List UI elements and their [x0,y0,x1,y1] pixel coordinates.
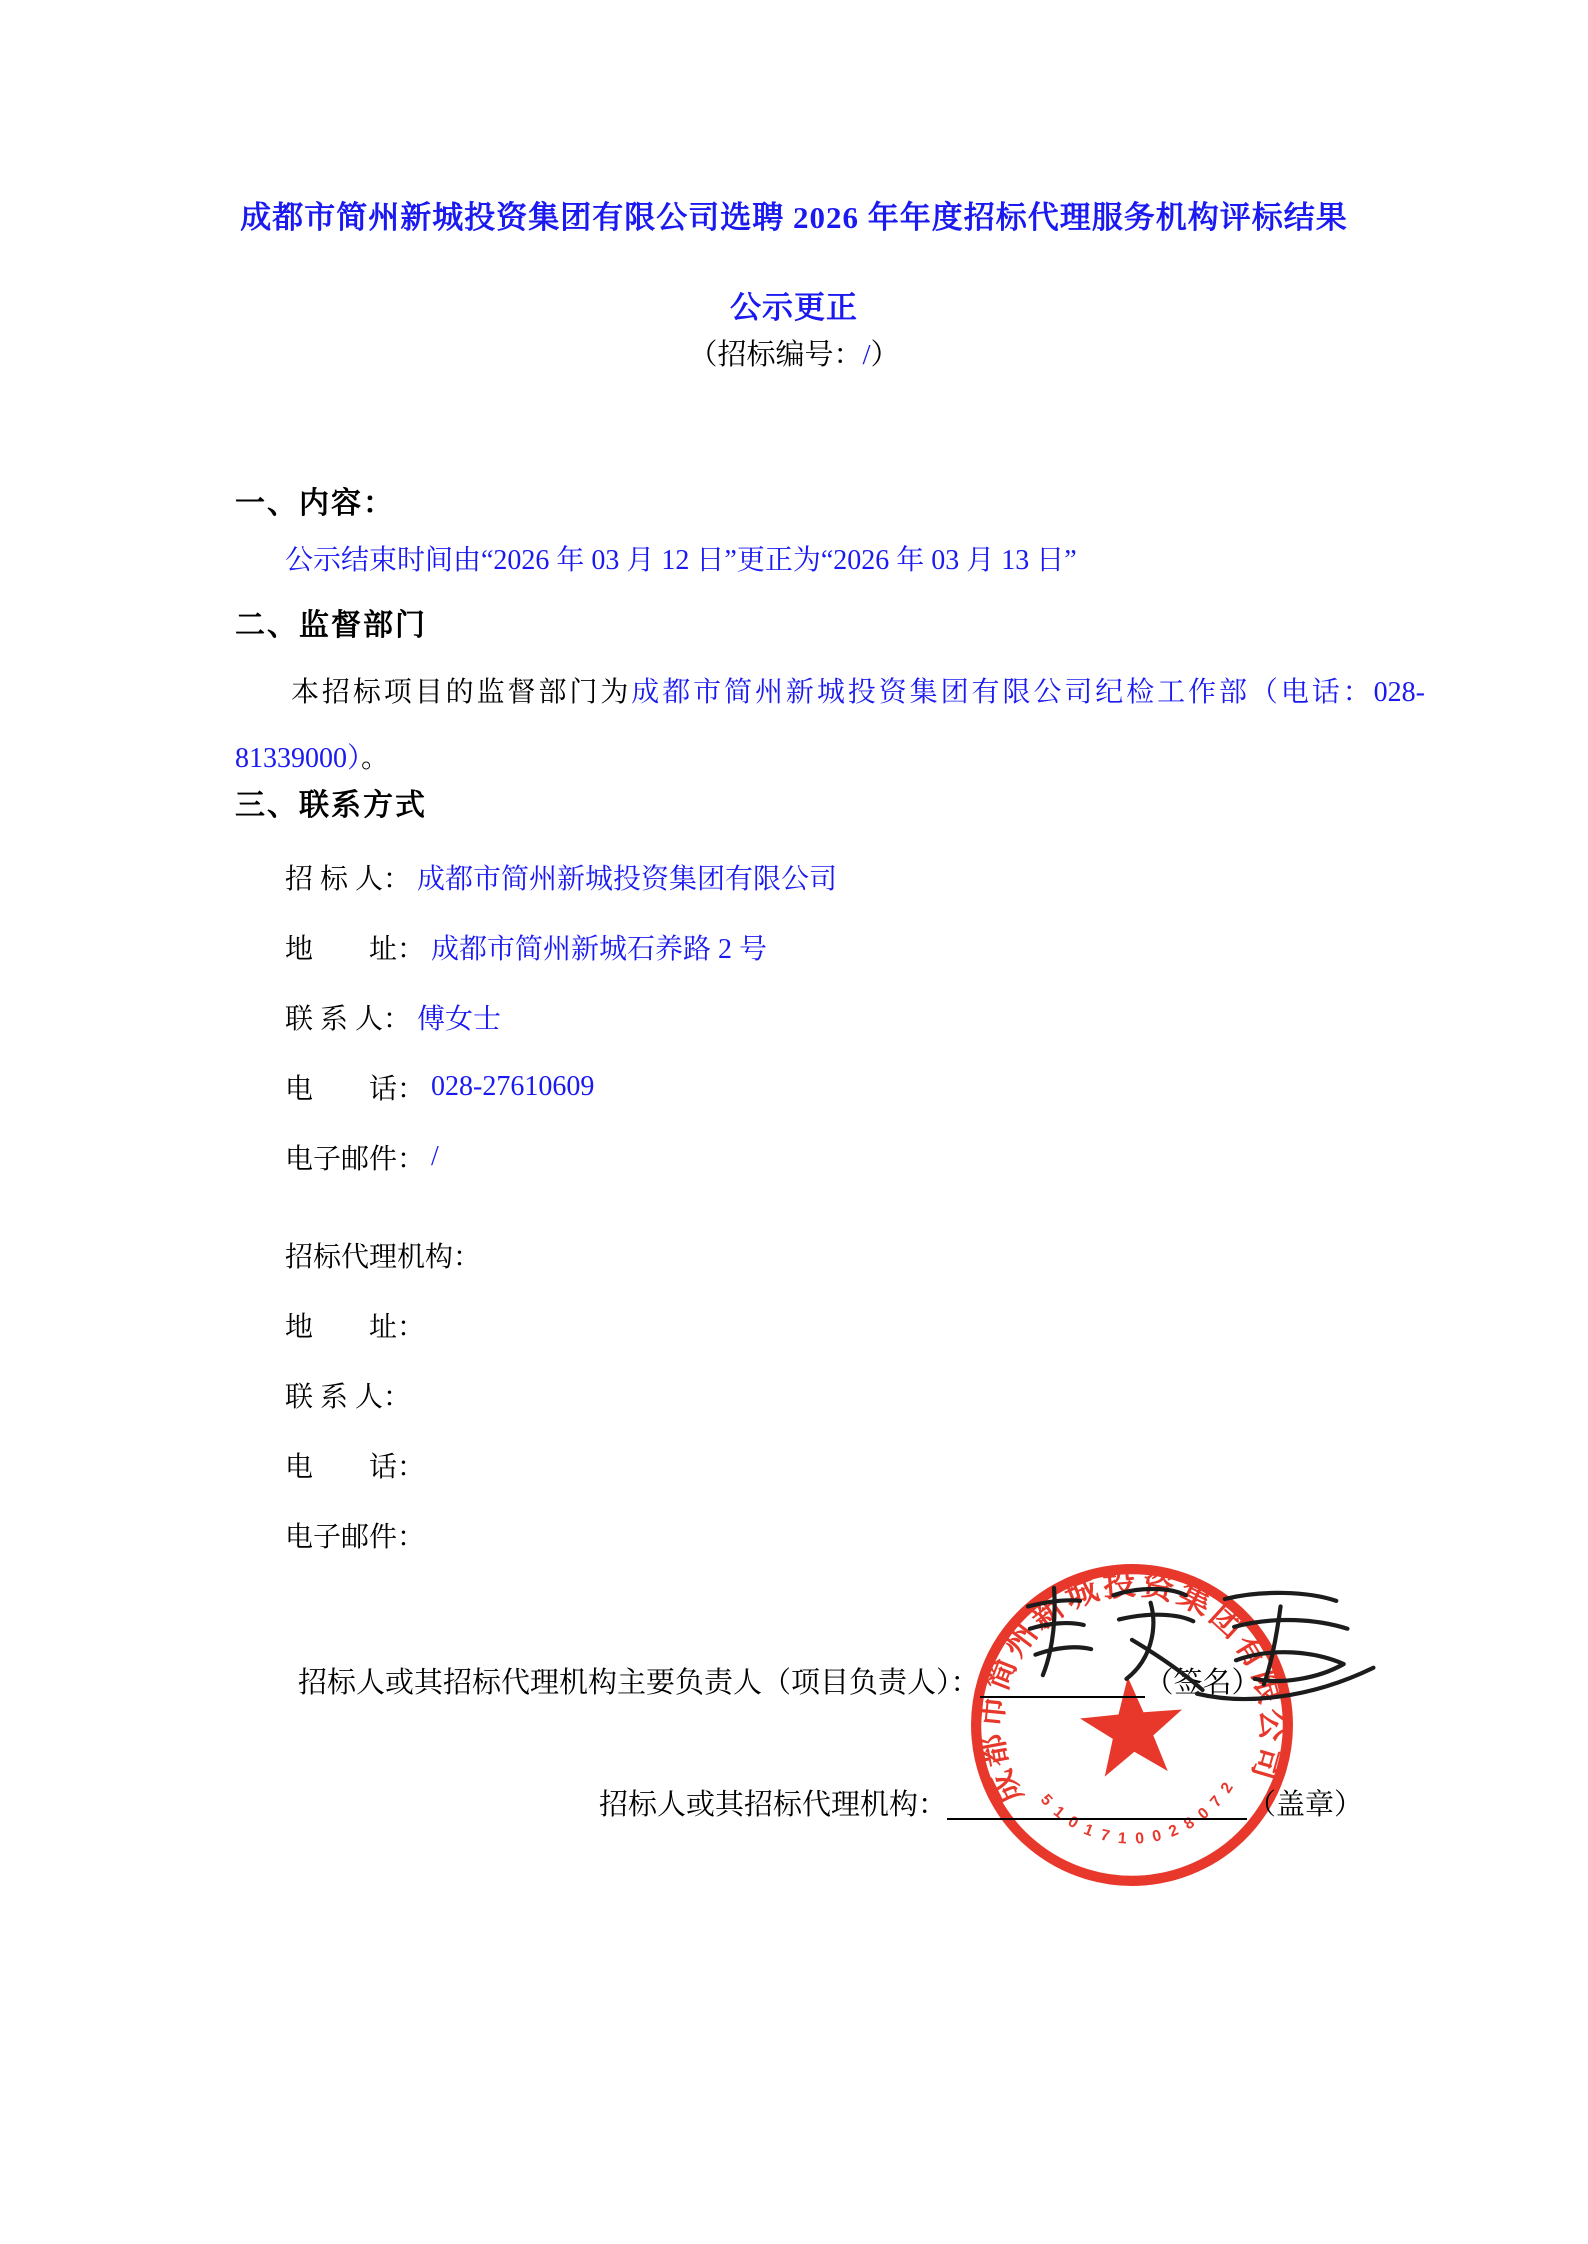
agency-address-label: 地 址： [285,1312,426,1343]
section2-supervision-dept: 成都市简州新城投资集团有限公司纪检工作部（电话：028-81339000） [235,677,1425,774]
agency-contact-label: 联 系 人： [285,1382,412,1413]
section1-heading: 一、内容： [235,487,395,520]
signoff-line2-label: 招标人或其招标代理机构： [599,1789,948,1821]
tenderer-contact-value: 傅女士 [417,1004,502,1035]
agency-contact-block [285,1220,487,1570]
seal-serial-number: 5101710028072 [1036,1775,1240,1848]
tenderer-name-label: 招 标 人： [285,864,412,895]
agency-row-phone [285,1430,487,1500]
signoff-line1-suffix: （签名） [1144,1667,1261,1699]
section2-tail: 。 [361,743,390,774]
tender-number-suffix: ） [870,339,900,371]
tenderer-email-value: / [431,1141,439,1172]
tenderer-row-address [285,912,837,982]
tenderer-email-label: 电子邮件： [285,1144,426,1175]
tenderer-row-name [285,842,837,912]
document-title-line1: 成都市简州新城投资集团有限公司选聘 2026 年年度招标代理服务机构评标结果 [240,200,1348,235]
section1-content: 公示结束时间由“2026 年 03 月 12 日”更正为“2026 年 03 月 13 日” [285,545,1077,576]
agency-row-email [285,1500,487,1570]
tenderer-address-value: 成都市简州新城石养路 2 号 [431,934,768,965]
signoff-line1-label: 招标人或其招标代理机构主要负责人（项目负责人）： [298,1667,980,1699]
handwritten-signature [1002,1572,1392,1717]
tender-number-line [0,332,1588,373]
agency-phone-label: 电 话： [285,1452,426,1483]
section2-heading: 二、监督部门 [235,609,427,642]
agency-row-address [285,1290,487,1360]
tenderer-row-phone [285,1052,837,1122]
section3-heading: 三、联系方式 [235,789,427,822]
tenderer-contact-label: 联 系 人： [285,1004,412,1035]
agency-name-label: 招标代理机构： [285,1242,482,1273]
tenderer-address-label: 地 址： [285,934,426,965]
tenderer-phone-value: 028-27610609 [431,1071,595,1102]
tenderer-name-value: 成都市简州新城投资集团有限公司 [417,864,838,895]
section2-lead: 本招标项目的监督部门为 [291,677,632,708]
tenderer-phone-label: 电 话： [285,1074,426,1105]
tenderer-row-email [285,1122,837,1192]
tenderer-contact-block [285,842,837,1192]
svg-text:5101710028072 [1036,1774,1244,1856]
tenderer-row-contact [285,982,837,1052]
tender-number-value: / [862,339,871,371]
seal-company-text: 成都市简州新城投资集团有限公司 [972,1564,1291,1810]
document-title-line2: 公示更正 [730,290,858,325]
tender-number-prefix: （招标编号： [688,339,863,371]
section2-paragraph [235,660,1425,792]
agency-email-label: 电子邮件： [285,1522,426,1553]
signoff-line2-suffix: （盖章） [1247,1789,1364,1821]
agency-row-name [285,1220,487,1290]
agency-row-contact [285,1360,487,1430]
